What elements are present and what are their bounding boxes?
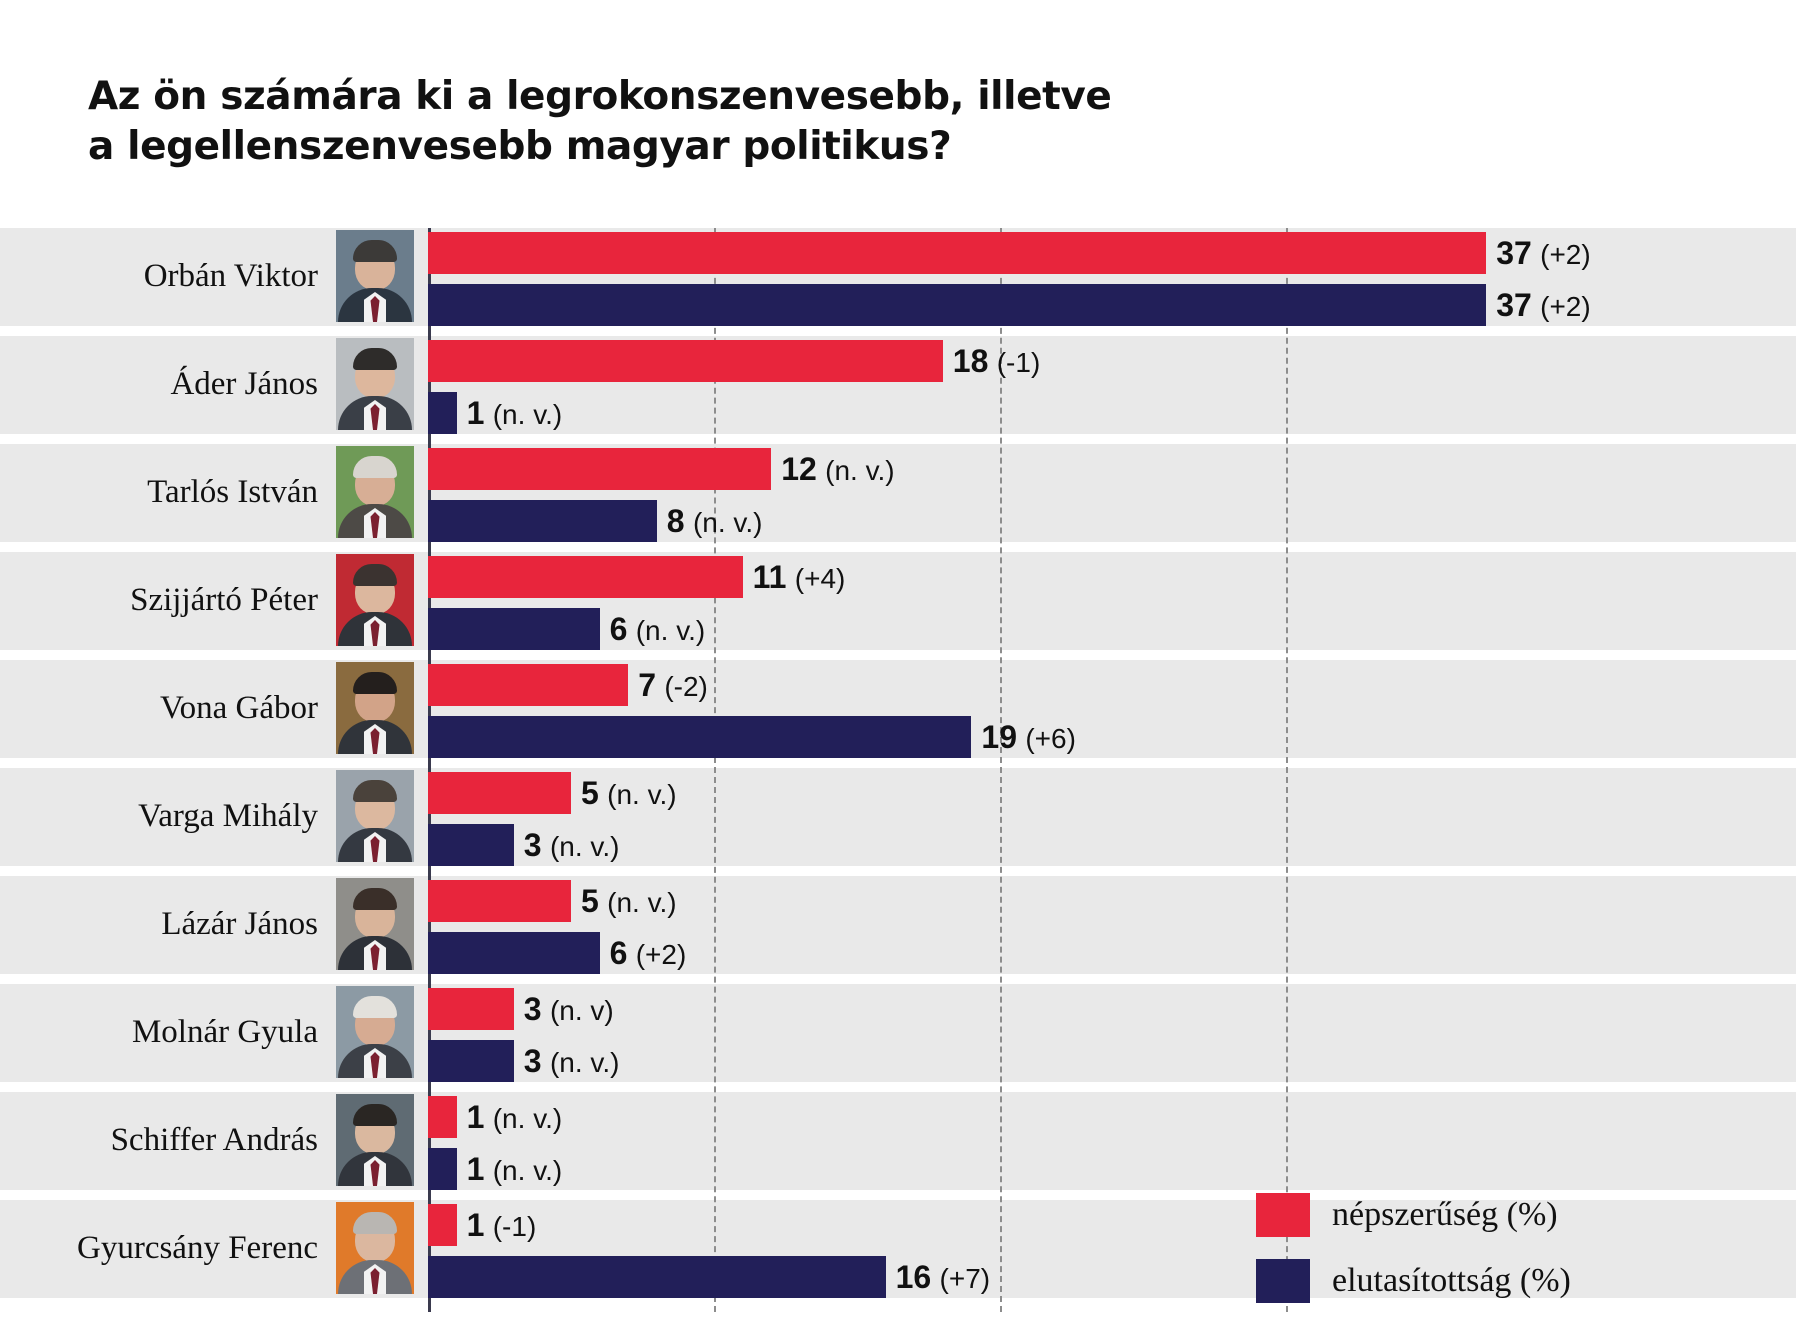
bar-popularity-7 bbox=[428, 880, 571, 922]
bar-rejection-9 bbox=[428, 1148, 457, 1190]
bar-value-popularity-7: 5 (n. v.) bbox=[581, 883, 677, 919]
bar-rejection-2 bbox=[428, 392, 457, 434]
portrait-1 bbox=[336, 230, 414, 322]
bar-value-rejection-8: 3 (n. v.) bbox=[523, 1043, 620, 1079]
bar-value-popularity-8: 3 (n. v) bbox=[523, 991, 614, 1027]
legend-swatch-popularity bbox=[1256, 1193, 1310, 1237]
bar-popularity-9 bbox=[428, 1096, 457, 1138]
row-label-5: Vona Gábor bbox=[160, 690, 318, 726]
bar-popularity-2 bbox=[428, 340, 943, 382]
bar-value-rejection-9: 1 (n. v.) bbox=[466, 1151, 563, 1187]
row-label-2: Áder János bbox=[170, 366, 318, 402]
row-label-9: Schiffer András bbox=[110, 1122, 318, 1158]
bar-value-rejection-4: 6 (n. v.) bbox=[609, 611, 706, 647]
bar-value-rejection-1: 37 (+2) bbox=[1496, 287, 1591, 323]
bar-value-rejection-2: 1 (n. v.) bbox=[466, 395, 563, 431]
gridline-10 bbox=[714, 228, 716, 1312]
bar-value-rejection-6: 3 (n. v.) bbox=[523, 827, 620, 863]
portrait-8 bbox=[336, 986, 414, 1078]
bar-value-popularity-6: 5 (n. v.) bbox=[581, 775, 677, 811]
legend-item-popularity bbox=[1256, 1193, 1571, 1237]
portrait-5 bbox=[336, 662, 414, 754]
bar-value-rejection-3: 8 (n. v.) bbox=[666, 503, 763, 539]
row-label-8: Molnár Gyula bbox=[131, 1014, 318, 1050]
row-label-3: Tarlós István bbox=[147, 474, 318, 510]
portrait-7 bbox=[336, 878, 414, 970]
portrait-10 bbox=[336, 1202, 414, 1294]
portrait-6 bbox=[336, 770, 414, 862]
row-label-10: Gyurcsány Ferenc bbox=[77, 1230, 318, 1266]
bar-popularity-8 bbox=[428, 988, 514, 1030]
bar-value-rejection-7: 6 (+2) bbox=[609, 935, 687, 971]
row-label-4: Szijjártó Péter bbox=[130, 582, 318, 618]
portrait-4 bbox=[336, 554, 414, 646]
chart-title-line-1: Az ön számára ki a legrokonszenvesebb, illetve bbox=[88, 74, 1112, 119]
bar-rejection-1 bbox=[428, 284, 1486, 326]
chart-title bbox=[88, 72, 1288, 172]
bar-popularity-4 bbox=[428, 556, 743, 598]
bar-value-popularity-4: 11 (+4) bbox=[752, 559, 846, 595]
bar-rejection-6 bbox=[428, 824, 514, 866]
bar-popularity-5 bbox=[428, 664, 628, 706]
chart-legend bbox=[1256, 1193, 1571, 1325]
legend-item-rejection bbox=[1256, 1259, 1571, 1303]
portrait-3 bbox=[336, 446, 414, 538]
bar-value-popularity-10: 1 (-1) bbox=[466, 1207, 537, 1243]
portrait-2 bbox=[336, 338, 414, 430]
bar-rejection-5 bbox=[428, 716, 971, 758]
bar-chart bbox=[0, 228, 1796, 1312]
row-label-1: Orbán Viktor bbox=[143, 258, 318, 294]
bar-popularity-3 bbox=[428, 448, 771, 490]
gridline-20 bbox=[1000, 228, 1002, 1312]
legend-label-popularity: népszerűség (%) bbox=[1332, 1196, 1558, 1233]
chart-title-line-2: a legellenszenvesebb magyar politikus? bbox=[88, 124, 952, 169]
bar-value-rejection-5: 19 (+6) bbox=[981, 719, 1076, 755]
portrait-9 bbox=[336, 1094, 414, 1186]
bar-popularity-10 bbox=[428, 1204, 457, 1246]
bar-value-popularity-1: 37 (+2) bbox=[1496, 235, 1591, 271]
bar-value-popularity-5: 7 (-2) bbox=[638, 667, 708, 703]
gridline-30 bbox=[1286, 228, 1288, 1312]
bar-value-popularity-2: 18 (-1) bbox=[952, 343, 1041, 379]
bar-popularity-6 bbox=[428, 772, 571, 814]
bar-rejection-8 bbox=[428, 1040, 514, 1082]
row-label-6: Varga Mihály bbox=[138, 798, 318, 834]
row-label-7: Lázár János bbox=[161, 906, 318, 942]
legend-swatch-rejection bbox=[1256, 1259, 1310, 1303]
bar-value-popularity-9: 1 (n. v.) bbox=[466, 1099, 563, 1135]
bar-popularity-1 bbox=[428, 232, 1486, 274]
bar-value-rejection-10: 16 (+7) bbox=[895, 1259, 991, 1295]
bar-rejection-3 bbox=[428, 500, 657, 542]
bar-rejection-7 bbox=[428, 932, 600, 974]
bar-value-popularity-3: 12 (n. v.) bbox=[781, 451, 895, 487]
bar-rejection-4 bbox=[428, 608, 600, 650]
legend-label-rejection: elutasítottság (%) bbox=[1332, 1262, 1571, 1299]
bar-rejection-10 bbox=[428, 1256, 886, 1298]
